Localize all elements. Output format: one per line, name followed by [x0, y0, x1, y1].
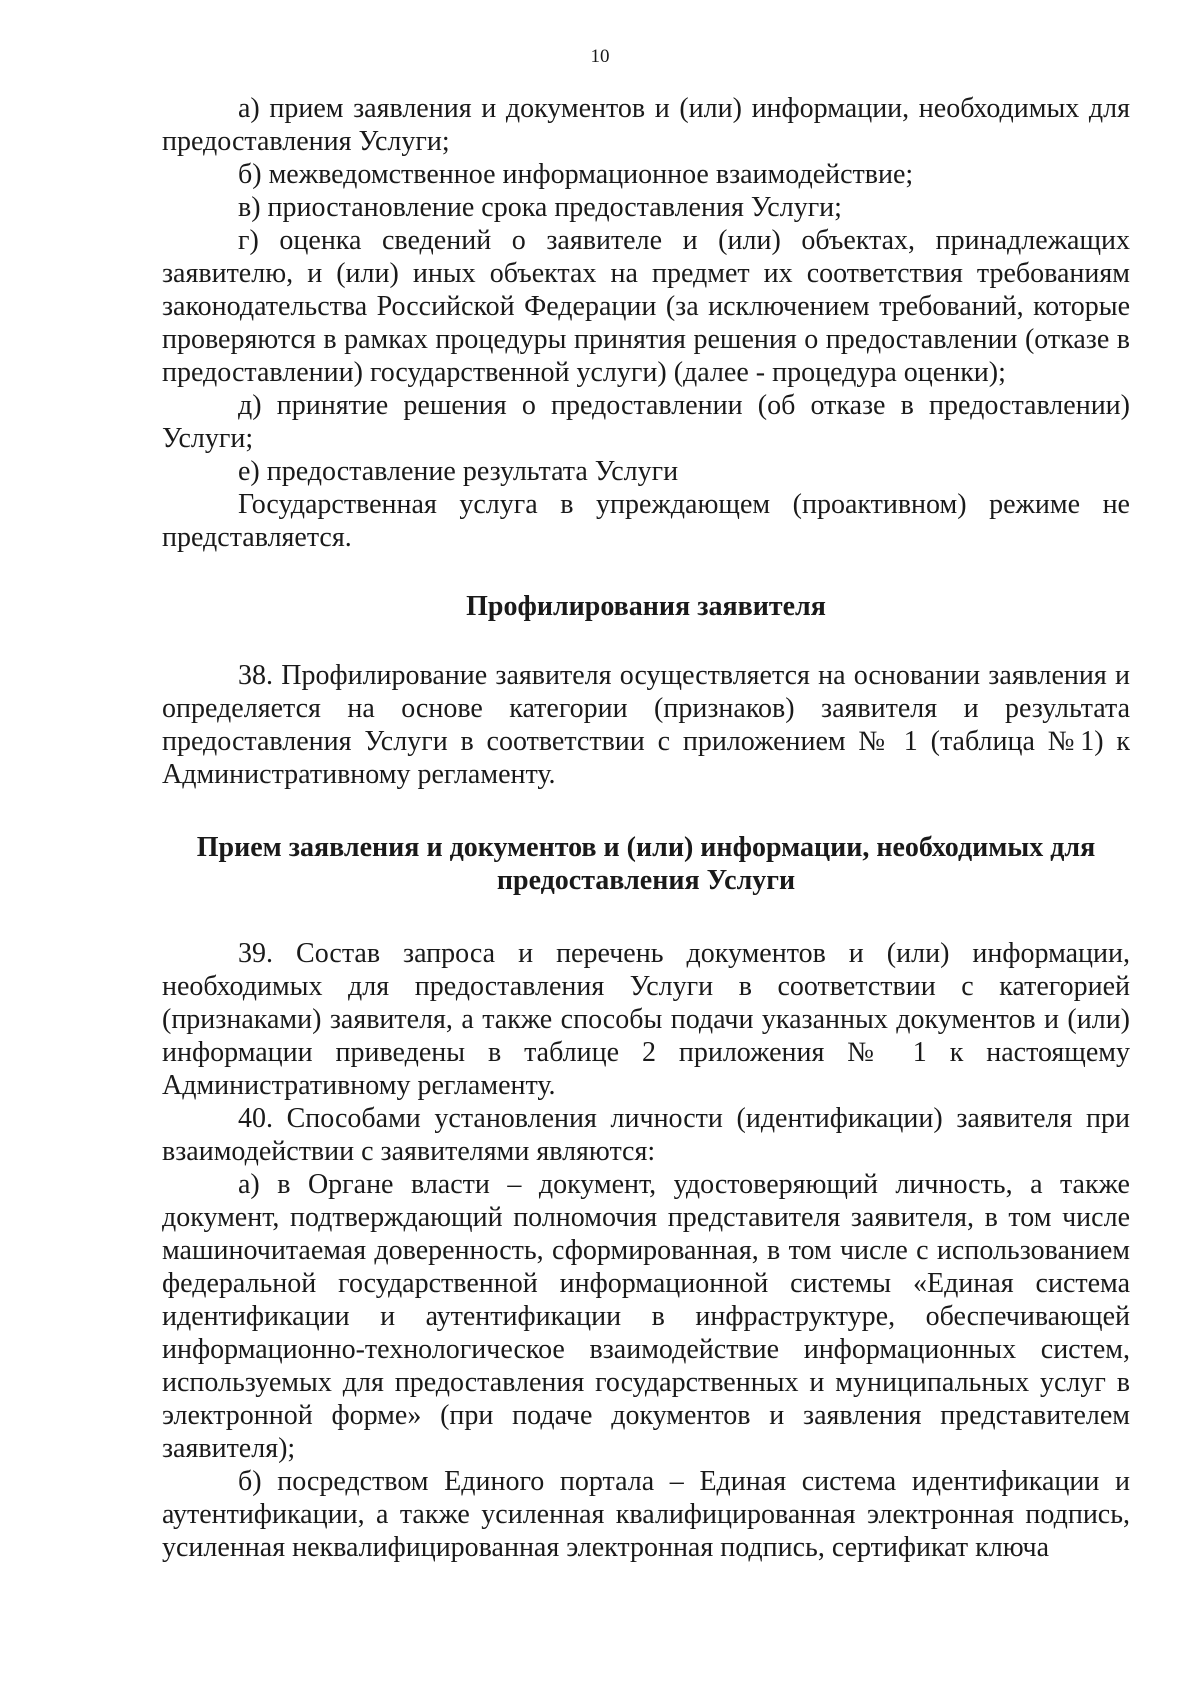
- paragraph-40: 40. Способами установления личности (идентификации) заявителя при взаимодействии с заявителями являются:: [162, 1103, 1130, 1167]
- paragraph-item-d: д) принятие решения о предоставлении (об отказе в предоставлении) Услуги;: [162, 390, 1130, 454]
- paragraph-40-item-b: б) посредством Единого портала – Единая система идентификации и аутентификации, а также усиленная квалифицированная электронная подпись, усиленная неквалифицированная электронная подпись, сертификат ключа: [162, 1466, 1130, 1563]
- paragraph-item-e: е) предоставление результата Услуги: [238, 456, 679, 487]
- paragraph-item-g: г) оценка сведений о заявителе и (или) объектах, принадлежащих заявителю, и (или) иных объектах на предмет их соответствия требованиям законодательства Российской Федерации (за исключением требований, которые проверяются в рамках процедуры принятия решения о предоставлении (отказе в предоставлении) государственной услуги) (далее - процедура оценки);: [162, 225, 1130, 388]
- paragraph-proactive-note: Государственная услуга в упреждающем (проактивном) режиме не представляется.: [162, 489, 1130, 553]
- paragraph-40-item-a: а) в Органе власти – документ, удостоверяющий личность, а также документ, подтверждающий полномочия представителя заявителя, в том числе машиночитаемая доверенность, сформированная, в том числе с использованием федеральной государственной информационной системы «Единая система идентификации и аутентификации в инфраструктуре, обеспечивающей информационно-технологическое взаимодействие информационных систем, используемых для предоставления государственных и муниципальных услуг в электронной форме» (при подаче документов и заявления представителем заявителя);: [162, 1169, 1130, 1464]
- paragraph-38: 38. Профилирование заявителя осуществляется на основании заявления и определяется на основе категории (признаков) заявителя и результата предоставления Услуги в соответствии с приложением № 1 (таблица №1) к Административному регламенту.: [162, 660, 1130, 790]
- section-heading-application-intake: Прием заявления и документов и (или) информации, необходимых для предоставления Услуги: [196, 832, 1096, 896]
- paragraph-item-a: а) прием заявления и документов и (или) информации, необходимых для предоставления Услуги;: [162, 93, 1130, 157]
- paragraph-item-v: в) приостановление срока предоставления Услуги;: [238, 192, 842, 223]
- paragraph-item-b: б) межведомственное информационное взаимодействие;: [238, 159, 914, 190]
- section-heading-profiling: Профилирования заявителя: [466, 591, 826, 622]
- paragraph-39: 39. Состав запроса и перечень документов и (или) информации, необходимых для предоставления Услуги в соответствии с категорией (признаками) заявителя, а также способы подачи указанных документов и (или) информации приведены в таблице 2 приложения № 1 к настоящему Административному регламенту.: [162, 938, 1130, 1101]
- page-number: 10: [590, 46, 610, 67]
- page-body: [162, 92, 1130, 1564]
